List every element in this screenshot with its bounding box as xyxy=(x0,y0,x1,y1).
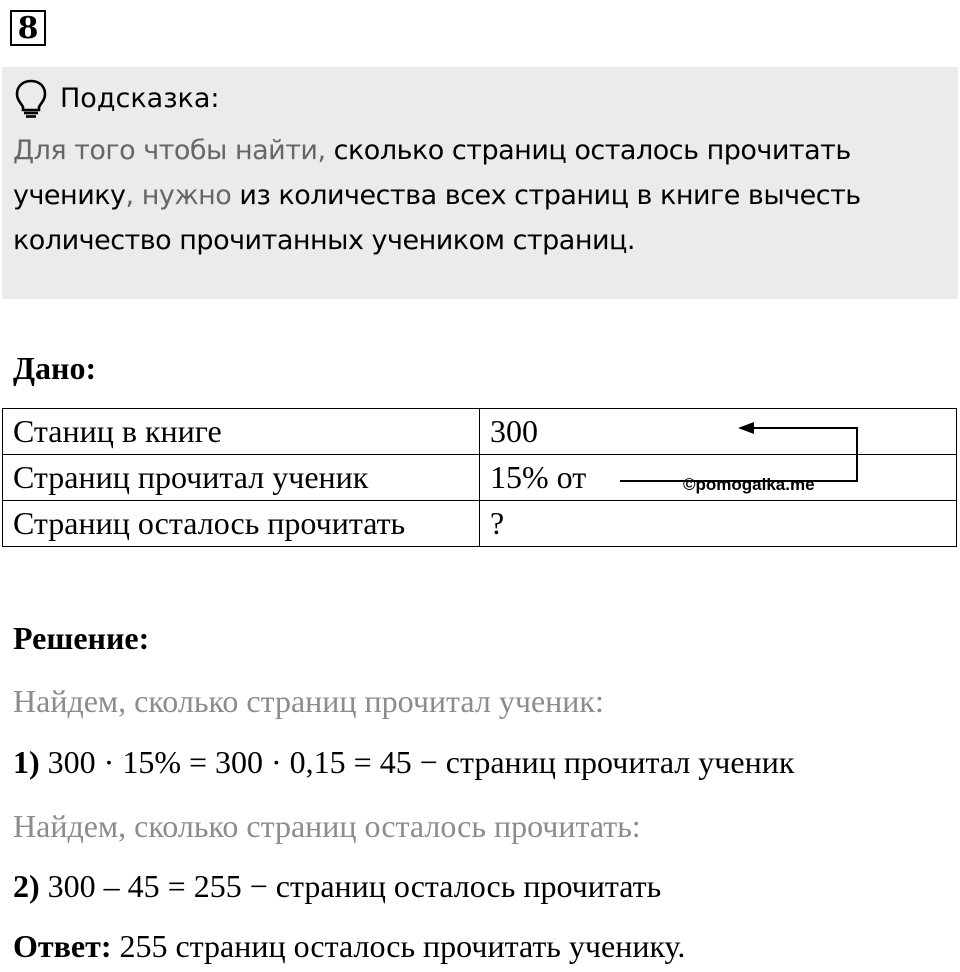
task-number-badge xyxy=(10,10,46,46)
step1-number: 1) xyxy=(13,744,40,780)
hint-text xyxy=(13,128,943,263)
answer-line xyxy=(13,928,685,965)
step1-line xyxy=(13,744,794,781)
answer-label: Ответ: xyxy=(13,928,112,964)
step2-text: 300 – 45 = 255 − страниц осталось прочитать xyxy=(39,868,662,904)
hint-segment-strong: сколько страниц осталось прочитать ученику xyxy=(13,135,851,211)
row-label: Страниц осталось прочитать xyxy=(3,501,480,547)
hint-title: Подсказка: xyxy=(60,82,220,114)
row-label: Страниц прочитал ученик xyxy=(3,455,480,501)
watermark: ©pomogalka.me xyxy=(683,475,815,494)
table-row xyxy=(3,409,957,455)
row-value: ? xyxy=(480,501,957,547)
step2-intro: Найдем, сколько страниц осталось прочитать: xyxy=(13,808,641,844)
lightbulb-icon xyxy=(14,78,48,118)
step1-text: 300 · 15% = 300 · 0,15 = 45 − страниц прочитал ученик xyxy=(39,744,795,780)
table-row xyxy=(3,501,957,547)
step2-line xyxy=(13,868,661,905)
row-value: 300 xyxy=(480,409,957,455)
solution-title: Решение: xyxy=(13,620,150,656)
hint-segment-strong: из количества всех страниц в книге вычесть количество прочитанных учеником страниц. xyxy=(13,180,861,256)
row-label: Станиц в книге xyxy=(3,409,480,455)
step1-intro: Найдем, сколько страниц прочитал ученик: xyxy=(13,683,604,719)
hint-header xyxy=(14,78,220,118)
step2-number: 2) xyxy=(13,868,40,904)
answer-text: 255 страниц осталось прочитать ученику. xyxy=(111,928,686,964)
task-number: 8 xyxy=(17,10,39,46)
row-value: 15% от xyxy=(480,455,957,501)
hint-segment: Для того чтобы найти, xyxy=(13,135,334,166)
hint-segment: , нужно xyxy=(125,180,240,211)
given-title: Дано: xyxy=(13,350,97,386)
